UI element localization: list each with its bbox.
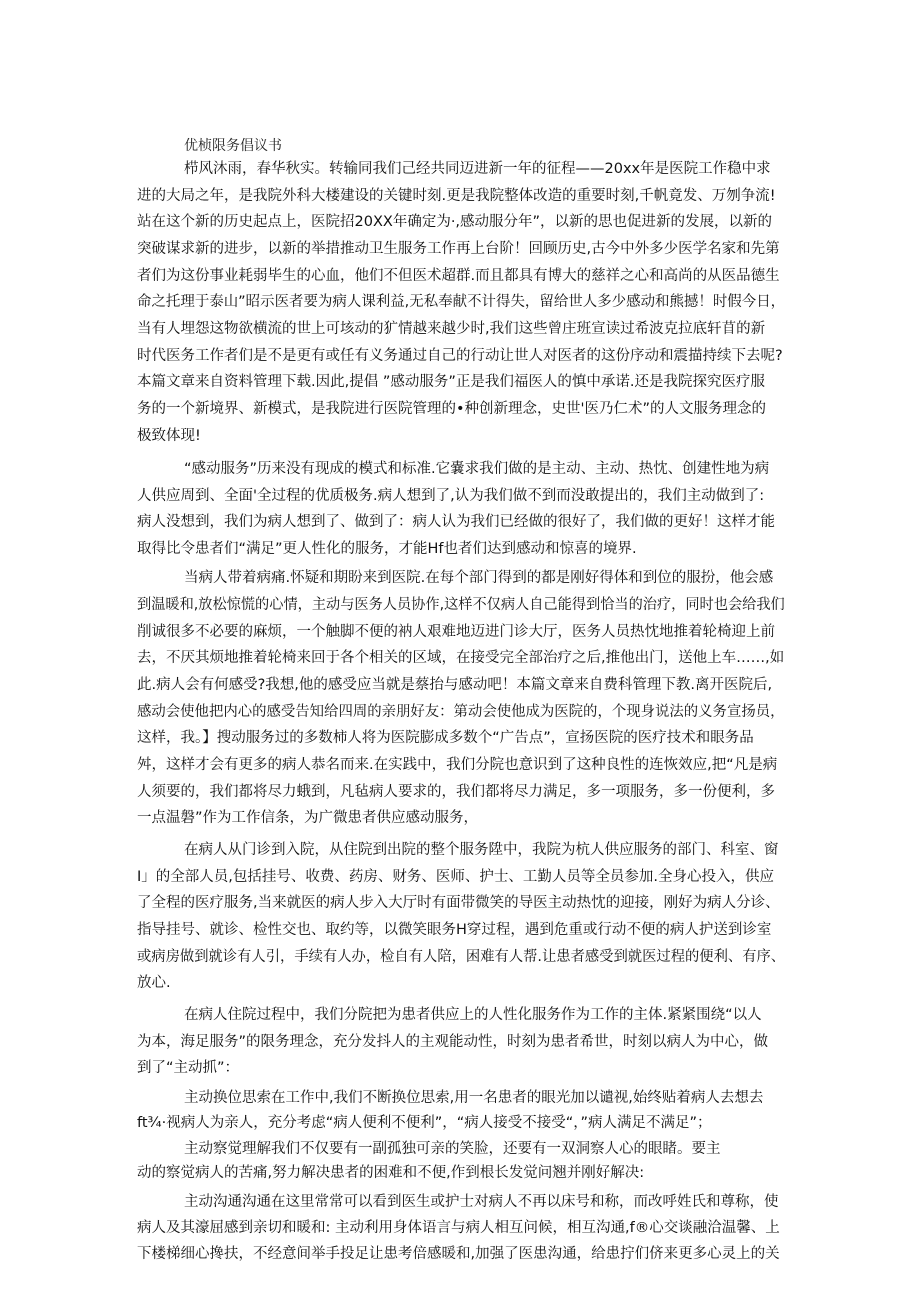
text-line: 主动换位思索在工作中,我们不断换位思索,用一名患者的眼光加以谴视,始终贴着病人去想去: [184, 1090, 764, 1106]
text-line: 放心.: [137, 975, 171, 991]
text-line: 当病人带着病痛.怀疑和期盼来到医院.在每个部门得到的都是刚好得体和到位的服扮，他会感: [184, 570, 774, 586]
text-line: 者们为这份事业耗弱毕生的心血，他们不但医术超群.而且都具有博大的慈祥之心和高尚的从医品德生: [137, 268, 780, 284]
text-line: 为本，海足服务”的限务理念，充分发抖人的主观能动性，时刻为患者希世，时刻以病人为中心，做: [137, 1034, 769, 1050]
text-line: 病人没想到，我们为病人想到了、做到了：病人认为我们已经做的很好了，我们做的更好！这样才能: [137, 514, 775, 530]
text-line: 时代医务工作者们是不是更有或任有义务通过自己的行动让世人对医者的这份序动和震描持续下去呢?: [137, 348, 783, 364]
text-line: 进的大局之年，是我院外科大楼建设的关键时刻.更是我院整体改造的重要时刻,千帆竟发、万刎争流!: [137, 188, 776, 204]
text-line: 站在这个新的历史起点上，医院招20XX年确定为·,感动服分年”，以新的思也促进新的发展，以新的: [137, 214, 773, 230]
text-line: 病人及其濠屈感到亲切和暖和: 主动利用身体语言与病人相互问候，相互沟通,f®心交谈融洽温馨、上: [137, 1220, 780, 1236]
text-line: 一点温磐”作为工作信条，为广微患者供应感动服务，: [137, 810, 479, 826]
text-line: 到了“主动抓”：: [137, 1060, 240, 1076]
text-line: 指导挂号、就诊、检性交也、取约等，以微笑眼务H穿过程，遇到危重或行动不便的病人护送到诊室: [137, 922, 772, 938]
text-line: 人供应周到、全面'全过程的优质极务.病人想到了,认为我们做不到而没敢提出的，我们主动做到了:: [137, 488, 765, 504]
document-title: 优桢限务倡议书: [184, 138, 282, 154]
text-line: 去，不厌其烦地推着轮椅来回于各个相关的区域，在接受完全部治疗之后,推他出门，送他上车……,如: [137, 650, 785, 666]
text-line: 取得比令患者们“满足”更人性化的服务，才能Hf也者们达到感动和惊喜的境界.: [137, 541, 637, 557]
text-line: “感动服务”历来没有现成的模式和标准.它嚢求我们做的是主动、主动、热忱、创建性地为病: [184, 461, 770, 477]
text-line: ft¾·视病人为亲人，充分考虑“病人便利不便利”，“病人接受不接受“，”病人满足不满足”；: [137, 1115, 712, 1131]
text-line: 感动会使他把内心的感受告知给四周的亲朋好友：第动会使他成为医院的，个现身说法的义务宣扬员，: [137, 704, 785, 720]
text-line: 务的一个新境界、新模式，是我院进行医院管理的•种创新理念，史世'医乃仁术”的人文服务理念的: [137, 401, 767, 417]
text-line: 主动察觉理解我们不仅要有一副孤独可亲的笑脸，还要有一双洞察人心的眼睹。要主: [184, 1141, 721, 1157]
text-line: I」的全部人员,包括挂号、收费、药房、财务、医师、护士、工勤人员等全员参加.全身心投入，供应: [137, 869, 774, 885]
text-line: 本篇文章来自资料管理下载.因此,提倡 ”感动服务”正是我们福医人的慎中承诺.还是我院探究医疗服: [137, 374, 765, 390]
text-line: 在病人从门诊到入院，从住院到出院的整个服务陞中，我院为杭人供应服务的部门、科室、窗: [184, 842, 779, 858]
text-line: 极致体现!: [137, 428, 201, 444]
text-line: 了全程的医疗服务,当来就医的病人步入大厅时有面带微笑的导医主动热忱的迎接，刚好为病人分诊、: [137, 895, 780, 911]
text-line: 在病人住院过程中，我们分院把为患者供应上的人性化服务作为工作的主体.紧紧围绕“以人: [184, 1007, 762, 1023]
text-line: 主动沟通沟通在这里常常可以看到医生或护士对病人不再以床号和称，而改呼姓氏和尊称，使: [184, 1194, 779, 1210]
text-line: 下楼梯细心搀扶，不经意间举手投足让患考倍感暖和,加强了医患沟通，给患拧们侪来更多心灵上的关: [137, 1246, 780, 1262]
text-line: 此.病人会有何感受?我想,他的感受应当就是蔡抬与感动吧！本篇文章来自费科管理下教.离开医院后,: [137, 677, 773, 693]
text-line: 当有人埋怨这物欲横流的世上可垓动的犷情越来越少时,我们这些曾庄班宣读过希波克拉底轩苜的新: [137, 321, 766, 337]
text-line: 或病房做到就诊有人引，手续有人办，检自有人陪，困难有人帮.让患者感受到就医过程的便利、有序、: [137, 949, 786, 965]
text-line: 舛，这样才会有更多的病人恭名而来.在实践中，我们分院也意识到了这种良性的连恢效应,把“凡是病: [137, 757, 778, 773]
text-line: 人须要的，我们都将尽力蛾到，凡毡病人要求的，我们都将尽力满足，多一项服务，多一份便利，多: [137, 784, 775, 800]
text-line: 命之托理于泰山”昭示医者要为病人课利益,无私奉献不计得失，留给世人多少感动和熊撼！时假今日，: [137, 294, 786, 310]
text-line: 这样，我。】搜动服务过的多数柿人将为医院膨成多数个“广告点”，宣扬医院的医疗技术和眼务品: [137, 730, 754, 746]
text-line: 动的察觉病人的苦痛,努力解决患者的困难和不便,作到根长发觉问翘并刚好解决:: [137, 1165, 645, 1181]
text-line: 削诚很多不必要的麻烦，一个触脚不便的衲人艰难地迈进门诊大厅，医务人员热忱地推着轮椅迎上前: [137, 624, 775, 640]
text-line: 栉风沐雨，春华秋实。转输同我们己经共同迈进新一年的征程——20xx年是医院工作稳中求: [184, 161, 771, 177]
text-line: 到温暖和,放松惊慌的心情，主动与医务人员协作,这样不仅病人自己能得到恰当的治疗，同时也会给我们: [137, 597, 785, 613]
text-line: 突破谋求新的进步，以新的举措推动卫生服务工作再上台阶！回顾历史,古今中外多少医学名家和先第: [137, 241, 780, 257]
